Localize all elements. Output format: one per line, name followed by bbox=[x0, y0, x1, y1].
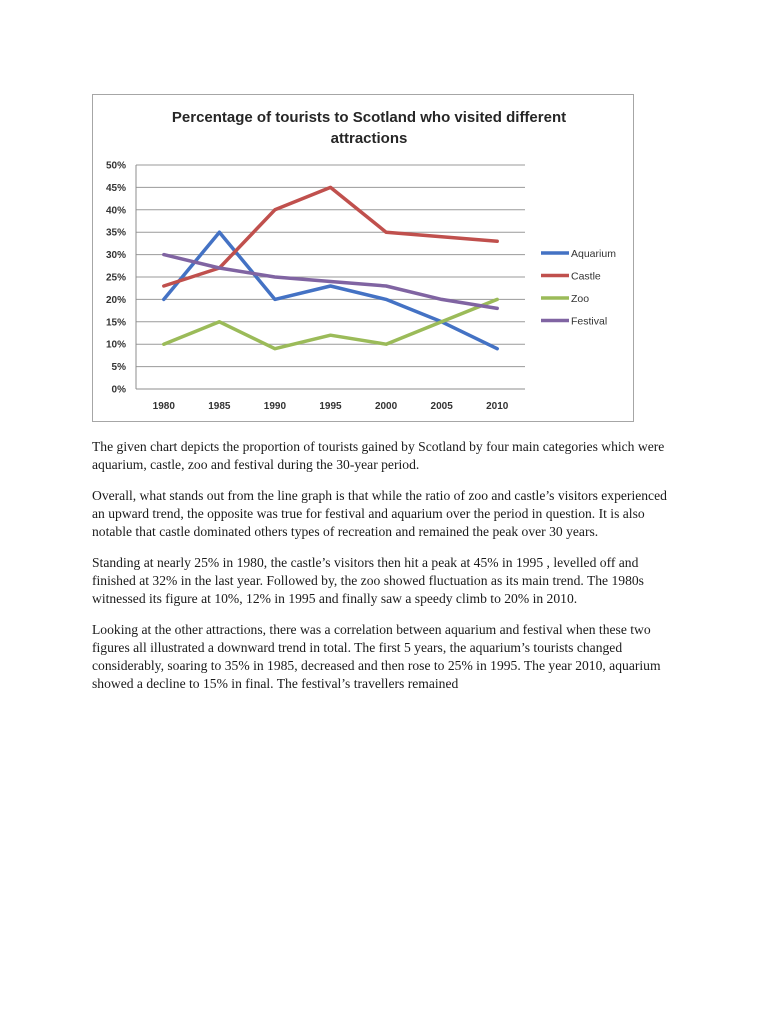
chart-title-line-2: attractions bbox=[330, 130, 408, 147]
series-lines bbox=[164, 187, 497, 348]
legend-label: Aquarium bbox=[571, 248, 616, 260]
x-tick-label: 1985 bbox=[208, 401, 231, 412]
series-line-aquarium bbox=[164, 232, 497, 349]
chart-frame bbox=[92, 94, 634, 422]
legend-label: Festival bbox=[571, 315, 608, 328]
y-tick-label: 20% bbox=[105, 294, 126, 306]
chart-title-line-1: Percentage of tourists to Scotland who visited different bbox=[171, 109, 567, 126]
y-tick-label: 10% bbox=[105, 339, 126, 351]
paragraph-overview: Overall, what stands out from the line graph is that while the ratio of zoo and castle’s visitors experienced an upward trend, the opposite was true for festival and aquarium over the period in question. It is also notable that castle dominated others types of recreation and remained the peak over 30 years. bbox=[92, 488, 667, 539]
x-tick-label: 2000 bbox=[374, 401, 398, 412]
series-line-festival bbox=[164, 255, 497, 309]
y-tick-label: 15% bbox=[105, 317, 126, 329]
y-tick-label: 35% bbox=[105, 227, 126, 239]
y-tick-label: 5% bbox=[111, 362, 126, 374]
y-tick-label: 25% bbox=[105, 272, 126, 284]
x-tick-label: 2010 bbox=[486, 401, 509, 412]
x-tick-label: 1990 bbox=[263, 401, 287, 412]
legend-label: Zoo bbox=[571, 293, 590, 305]
y-tick-label: 45% bbox=[105, 182, 126, 194]
paragraph-intro: The given chart depicts the proportion of tourists gained by Scotland by four main categories which were aquarium, castle, zoo and festival during the 30-year period. bbox=[92, 439, 665, 472]
line-chart bbox=[93, 95, 633, 421]
x-tick-label: 1980 bbox=[152, 401, 175, 412]
y-tick-label: 30% bbox=[105, 250, 126, 262]
y-tick-label: 50% bbox=[105, 160, 126, 172]
x-tick-label: 1995 bbox=[319, 401, 342, 412]
document-body bbox=[92, 438, 682, 706]
x-tick-label: 2005 bbox=[430, 401, 453, 412]
y-tick-label: 40% bbox=[105, 205, 126, 217]
paragraph-castle-zoo: Standing at nearly 25% in 1980, the castle’s visitors then hit a peak at 45% in 1995 , levelled off and finished at 32% in the last year. Followed by, the zoo showed fluctuation as its main trend. The 1980s witnessed its figure at 10%, 12% in 1995 and finally saw a speedy climb to 20% in 2010. bbox=[92, 555, 644, 606]
y-tick-label: 0% bbox=[111, 384, 126, 396]
legend bbox=[541, 248, 616, 328]
paragraph-aquarium-festival: Looking at the other attractions, there was a correlation between aquarium and festival when these two figures all illustrated a downward trend in total. The first 5 years, the aquarium’s tourists changed considerably, soaring to 35% in 1985, decreased and then rose to 25% in 1995. The year 2010, aquarium showed a decline to 15% in final. The festival’s travellers remained bbox=[92, 622, 661, 691]
legend-label: Castle bbox=[571, 270, 601, 283]
